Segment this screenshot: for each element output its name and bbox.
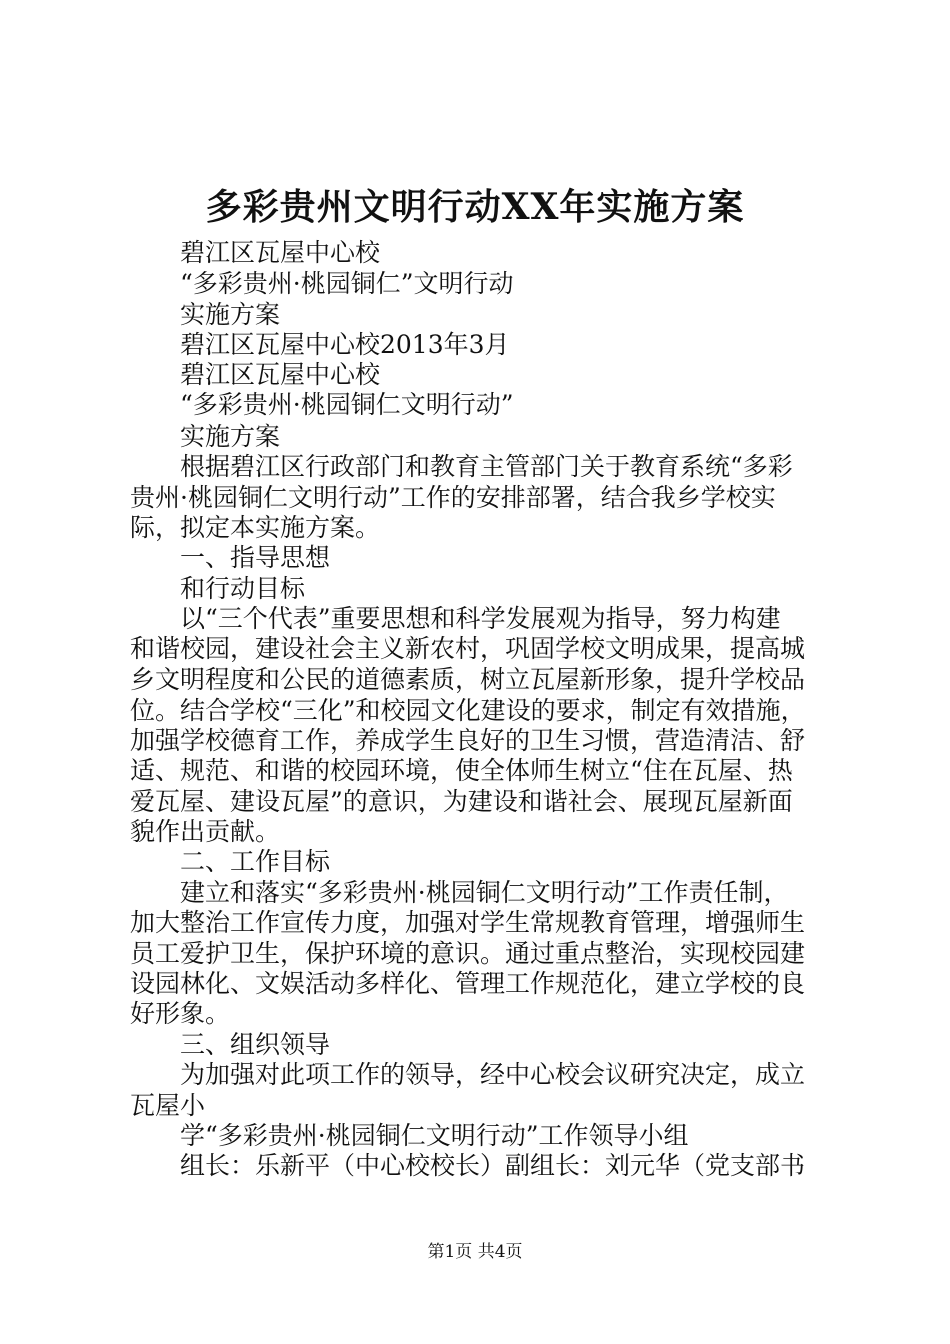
text-line: 建立和落实“多彩贵州·桃园铜仁文明行动”工作责任制，: [180, 878, 789, 907]
section-heading: 二、工作目标: [180, 847, 331, 876]
text-line: 碧江区瓦屋中心校: [180, 238, 381, 267]
text-line: 貌作出贡献。: [130, 817, 281, 846]
text-line: 贵州·桃园铜仁文明行动”工作的安排部署，结合我乡学校实: [130, 483, 776, 512]
text-line: “多彩贵州·桃园铜仁文明行动”: [180, 390, 514, 419]
text-line: 实施方案: [180, 422, 281, 451]
text-line: 适、规范、和谐的校园环境，使全体师生树立“住在瓦屋、热: [130, 756, 793, 785]
text-line: 员工爱护卫生，保护环境的意识。通过重点整治，实现校园建: [130, 939, 806, 968]
text-line: 以“三个代表”重要思想和科学发展观为指导，努力构建: [180, 604, 781, 633]
text-line: 组长：乐新平（中心校校长）副组长：刘元华（党支部书: [180, 1151, 806, 1180]
text-line: 爱瓦屋、建设瓦屋”的意识，为建设和谐社会、展现瓦屋新面: [130, 787, 793, 816]
text-line: 加强学校德育工作，养成学生良好的卫生习惯，营造清洁、舒: [130, 726, 806, 755]
text-line: 瓦屋小: [130, 1091, 206, 1120]
text-line: 好形象。: [130, 999, 231, 1028]
text-line: 学“多彩贵州·桃园铜仁文明行动”工作领导小组: [180, 1121, 689, 1150]
text-line: 设园林化、文娱活动多样化、管理工作规范化，建立学校的良: [130, 969, 806, 998]
text-line: 碧江区瓦屋中心校: [180, 360, 381, 389]
text-line: 实施方案: [180, 300, 281, 329]
text-line: 根据碧江区行政部门和教育主管部门关于教育系统“多彩: [180, 452, 793, 481]
section-heading: 和行动目标: [180, 574, 306, 603]
text-line: “多彩贵州·桃园铜仁”文明行动: [180, 269, 514, 298]
text-line: 碧江区瓦屋中心校2013年3月: [180, 330, 510, 359]
section-heading: 一、指导思想: [180, 543, 331, 572]
text-line: 乡文明程度和公民的道德素质，树立瓦屋新形象，提升学校品: [130, 665, 806, 694]
text-line: 位。结合学校“三化”和校园文化建设的要求，制定有效措施，: [130, 696, 806, 725]
text-line: 加大整治工作宣传力度，加强对学生常规教育管理，增强师生: [130, 908, 806, 937]
text-line: 为加强对此项工作的领导，经中心校会议研究决定，成立: [180, 1060, 806, 1089]
text-line: 际，拟定本实施方案。: [130, 513, 381, 542]
text-line: 和谐校园，建设社会主义新农村，巩固学校文明成果，提高城: [130, 634, 806, 663]
section-heading: 三、组织领导: [180, 1030, 331, 1059]
document-title: 多彩贵州文明行动XX年实施方案: [205, 186, 745, 228]
page-number: 第1页 共4页: [427, 1242, 523, 1262]
